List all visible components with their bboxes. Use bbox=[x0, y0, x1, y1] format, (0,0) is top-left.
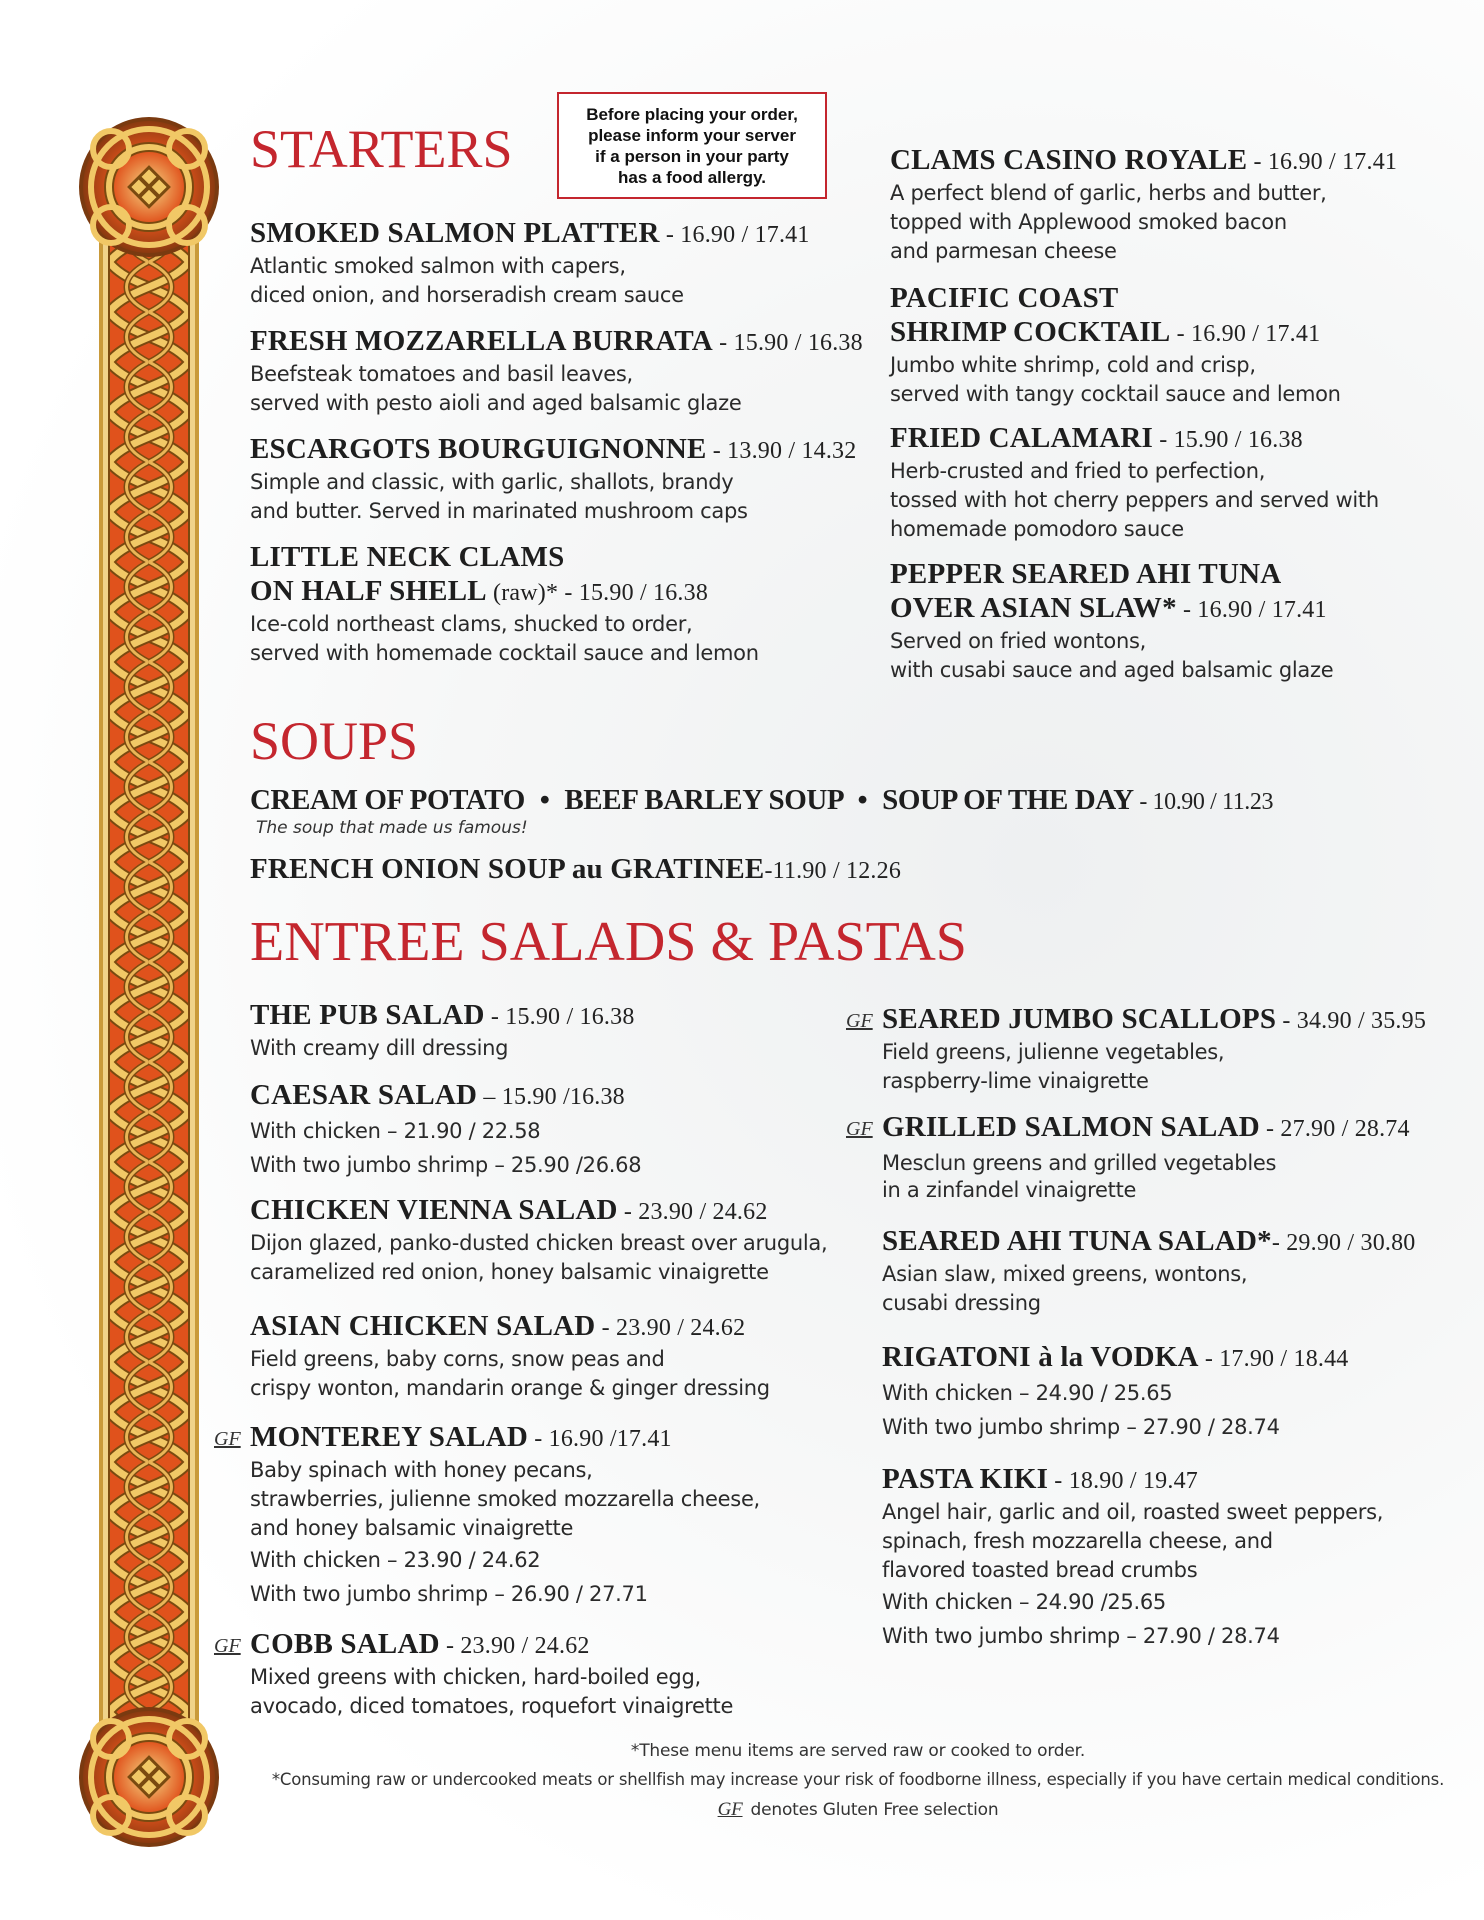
item-desc: served with pesto aioli and aged balsamic glaze bbox=[250, 391, 742, 415]
item-desc: cusabi dressing bbox=[882, 1291, 1041, 1315]
item-name: GRILLED SALMON SALAD bbox=[882, 1111, 1260, 1143]
item-addon: With chicken – 23.90 / 24.62 bbox=[250, 1548, 541, 1572]
menu-item-grilled-salmon bbox=[882, 1110, 1410, 1205]
item-desc: Baby spinach with honey pecans, bbox=[250, 1458, 593, 1482]
item-addon: With chicken – 24.90 /25.65 bbox=[882, 1590, 1166, 1614]
item-desc: in a zinfandel vinaigrette bbox=[882, 1178, 1137, 1202]
menu-item-little-neck-clams bbox=[250, 540, 759, 668]
item-desc: Herb-crusted and fried to perfection, bbox=[890, 459, 1266, 483]
item-desc: Beefsteak tomatoes and basil leaves, bbox=[250, 362, 633, 386]
item-desc: caramelized red onion, honey balsamic vinaigrette bbox=[250, 1260, 769, 1284]
item-desc: served with tangy cocktail sauce and lemon bbox=[890, 382, 1341, 406]
item-name: SEARED JUMBO SCALLOPS bbox=[882, 1003, 1277, 1035]
menu-item-smoked-salmon bbox=[250, 216, 810, 310]
item-name: PACIFIC COAST bbox=[890, 282, 1119, 314]
soup-french-onion: FRENCH ONION SOUP au GRATINEE bbox=[250, 853, 765, 885]
item-desc: With creamy dill dressing bbox=[250, 1036, 509, 1060]
menu-item-clams-casino bbox=[890, 143, 1397, 266]
item-name: SEARED AHI TUNA SALAD* bbox=[882, 1225, 1272, 1257]
menu-item-ahi-tuna-salad bbox=[882, 1224, 1416, 1318]
item-desc: A perfect blend of garlic, herbs and butter, bbox=[890, 181, 1327, 205]
item-desc: raspberry-lime vinaigrette bbox=[882, 1069, 1149, 1093]
item-name: MONTEREY SALAD bbox=[250, 1421, 529, 1453]
item-desc: Mesclun greens and grilled vegetables bbox=[882, 1151, 1277, 1175]
item-desc: Atlantic smoked salmon with capers, bbox=[250, 254, 626, 278]
allergy-line-4: has a food allergy. bbox=[617, 168, 766, 187]
top-medallion bbox=[79, 117, 219, 257]
item-name: CLAMS CASINO ROYALE bbox=[890, 144, 1248, 176]
item-price: - 29.90 / 30.80 bbox=[1271, 1230, 1416, 1256]
menu-item-pub-salad bbox=[250, 998, 635, 1063]
menu-item-chicken-vienna bbox=[250, 1193, 827, 1287]
menu-item-jumbo-scallops bbox=[882, 1002, 1426, 1096]
starters-title: STARTERS bbox=[250, 119, 513, 179]
menu-item-rigatoni-vodka bbox=[882, 1340, 1349, 1444]
item-desc: spinach, fresh mozzarella cheese, and bbox=[882, 1529, 1273, 1553]
item-desc: Served on fried wontons, bbox=[890, 629, 1146, 653]
bullet-separator: • bbox=[539, 784, 550, 816]
item-price: - 23.90 / 24.62 bbox=[439, 1633, 590, 1659]
soup-beef-barley: BEEF BARLEY SOUP bbox=[564, 784, 843, 816]
item-price: - 16.90 / 17.41 bbox=[1247, 149, 1398, 175]
item-name: ESCARGOTS BOURGUIGNONNE bbox=[250, 433, 707, 465]
celtic-knot-border bbox=[66, 112, 232, 1852]
item-desc: Asian slaw, mixed greens, wontons, bbox=[882, 1262, 1248, 1286]
item-desc: and butter. Served in marinated mushroom caps bbox=[250, 499, 748, 523]
item-name: THE PUB SALAD bbox=[250, 999, 485, 1031]
item-price: - 15.90 / 16.38 bbox=[712, 330, 863, 356]
item-name: ASIAN CHICKEN SALAD bbox=[250, 1310, 596, 1342]
footer-health-warning: *Consuming raw or undercooked meats or shellfish may increase your risk of foodborne illness, especially if you have certain medical conditions. bbox=[271, 1770, 1445, 1789]
item-desc: avocado, diced tomatoes, roquefort vinaigrette bbox=[250, 1694, 734, 1718]
menu-item-burrata bbox=[250, 324, 863, 418]
item-addon: With two jumbo shrimp – 27.90 / 28.74 bbox=[882, 1624, 1280, 1648]
item-name: LITTLE NECK CLAMS bbox=[250, 541, 565, 573]
item-desc: strawberries, julienne smoked mozzarella cheese, bbox=[250, 1487, 760, 1511]
menu-item-escargots bbox=[250, 432, 856, 526]
soups-title: SOUPS bbox=[250, 711, 419, 771]
item-price: - 16.90 / 17.41 bbox=[659, 222, 810, 248]
item-desc: with cusabi sauce and aged balsamic glaze bbox=[890, 658, 1334, 682]
item-desc: Simple and classic, with garlic, shallots, brandy bbox=[250, 470, 734, 494]
item-name: OVER ASIAN SLAW* bbox=[890, 592, 1177, 624]
item-name: CHICKEN VIENNA SALAD bbox=[250, 1194, 618, 1226]
menu-item-monterey-salad bbox=[250, 1420, 760, 1611]
item-price: - 23.90 / 24.62 bbox=[617, 1199, 768, 1225]
menu-item-pasta-kiki bbox=[882, 1462, 1383, 1653]
item-desc: Dijon glazed, panko-dusted chicken breast over arugula, bbox=[250, 1231, 828, 1255]
soup-of-the-day: SOUP OF THE DAY bbox=[882, 784, 1134, 816]
item-desc: served with homemade cocktail sauce and lemon bbox=[250, 641, 759, 665]
soups-line-1 bbox=[250, 783, 1273, 819]
allergy-notice bbox=[557, 92, 827, 199]
gluten-free-mark: GF bbox=[846, 1118, 873, 1140]
gluten-free-mark: GF bbox=[214, 1635, 241, 1657]
menu-item-ahi-tuna bbox=[890, 557, 1333, 685]
item-name: ON HALF SHELL bbox=[250, 575, 487, 607]
menu-item-shrimp-cocktail bbox=[890, 281, 1341, 409]
footer-raw-note: *These menu items are served raw or cooked to order. bbox=[630, 1741, 1086, 1761]
item-desc: and parmesan cheese bbox=[890, 239, 1117, 263]
item-name: FRIED CALAMARI bbox=[890, 422, 1153, 454]
gluten-free-mark: GF bbox=[846, 1010, 873, 1032]
item-desc: flavored toasted bread crumbs bbox=[882, 1558, 1198, 1582]
item-desc: Angel hair, garlic and oil, roasted sweet peppers, bbox=[882, 1500, 1384, 1524]
item-name: RIGATONI à la VODKA bbox=[882, 1341, 1199, 1373]
item-name: SMOKED SALMON PLATTER bbox=[250, 217, 660, 249]
item-desc: topped with Applewood smoked bacon bbox=[890, 210, 1287, 234]
item-price: - 15.90 / 16.38 bbox=[484, 1004, 635, 1030]
item-price: - 34.90 / 35.95 bbox=[1276, 1008, 1427, 1034]
soup-price: -11.90 / 12.26 bbox=[764, 858, 902, 884]
item-price: – 15.90 /16.38 bbox=[477, 1084, 625, 1110]
item-price: - 15.90 / 16.38 bbox=[558, 580, 709, 606]
item-desc: Jumbo white shrimp, cold and crisp, bbox=[890, 353, 1256, 377]
soup-tagline: The soup that made us famous! bbox=[256, 818, 528, 838]
item-desc: tossed with hot cherry peppers and served with bbox=[890, 488, 1379, 512]
item-price: - 16.90 / 17.41 bbox=[1176, 597, 1327, 623]
menu-item-caesar-salad bbox=[250, 1078, 641, 1182]
menu-item-fried-calamari bbox=[890, 421, 1379, 544]
footer-gf-legend bbox=[240, 1799, 1476, 1821]
allergy-line-1: Before placing your order, bbox=[586, 105, 798, 124]
item-desc: Ice-cold northeast clams, shucked to order, bbox=[250, 612, 693, 636]
allergy-line-2: please inform your server bbox=[588, 126, 796, 145]
item-name: FRESH MOZZARELLA BURRATA bbox=[250, 325, 713, 357]
item-name: PASTA KIKI bbox=[882, 1463, 1049, 1495]
item-desc: Mixed greens with chicken, hard-boiled egg, bbox=[250, 1665, 701, 1689]
soup-price: - 10.90 / 11.23 bbox=[1133, 789, 1274, 815]
item-desc: Field greens, julienne vegetables, bbox=[882, 1040, 1225, 1064]
item-name: COBB SALAD bbox=[250, 1628, 440, 1660]
item-price: - 23.90 / 24.62 bbox=[595, 1315, 746, 1341]
item-price: - 18.90 / 19.47 bbox=[1048, 1468, 1198, 1494]
item-desc: crispy wonton, mandarin orange & ginger dressing bbox=[250, 1376, 770, 1400]
item-price: - 16.90 / 17.41 bbox=[1170, 321, 1321, 347]
gluten-free-mark: GF bbox=[717, 1799, 743, 1820]
menu-item-cobb-salad bbox=[250, 1627, 733, 1721]
item-price: - 13.90 / 14.32 bbox=[706, 438, 857, 464]
item-price: - 27.90 / 28.74 bbox=[1259, 1116, 1410, 1142]
allergy-line-3: if a person in your party bbox=[595, 147, 789, 166]
item-price: - 16.90 /17.41 bbox=[528, 1426, 672, 1452]
item-price: - 15.90 / 16.38 bbox=[1153, 427, 1303, 453]
item-desc: homemade pomodoro sauce bbox=[890, 517, 1184, 541]
soup-cream-of-potato: CREAM OF POTATO bbox=[250, 784, 525, 816]
entrees-title: ENTREE SALADS & PASTAS bbox=[250, 911, 967, 973]
gluten-free-mark: GF bbox=[214, 1428, 241, 1450]
menu-item-asian-chicken bbox=[250, 1309, 770, 1403]
gf-legend-text: denotes Gluten Free selection bbox=[750, 1800, 999, 1820]
item-desc: and honey balsamic vinaigrette bbox=[250, 1516, 574, 1540]
item-addon: With chicken – 21.90 / 22.58 bbox=[250, 1119, 541, 1143]
bottom-medallion bbox=[79, 1707, 219, 1847]
soups-line-2 bbox=[250, 852, 901, 888]
item-addon: With chicken – 24.90 / 25.65 bbox=[882, 1381, 1173, 1405]
item-price: - 17.90 / 18.44 bbox=[1198, 1346, 1349, 1372]
item-name: PEPPER SEARED AHI TUNA bbox=[890, 558, 1282, 590]
bullet-separator: • bbox=[857, 784, 868, 816]
item-desc: diced onion, and horseradish cream sauce bbox=[250, 283, 684, 307]
item-name: CAESAR SALAD bbox=[250, 1079, 478, 1111]
item-note: (raw)* bbox=[486, 580, 559, 606]
item-addon: With two jumbo shrimp – 27.90 / 28.74 bbox=[882, 1415, 1280, 1439]
item-addon: With two jumbo shrimp – 25.90 /26.68 bbox=[250, 1153, 642, 1177]
item-name: SHRIMP COCKTAIL bbox=[890, 316, 1171, 348]
item-addon: With two jumbo shrimp – 26.90 / 27.71 bbox=[250, 1582, 648, 1606]
item-desc: Field greens, baby corns, snow peas and bbox=[250, 1347, 665, 1371]
